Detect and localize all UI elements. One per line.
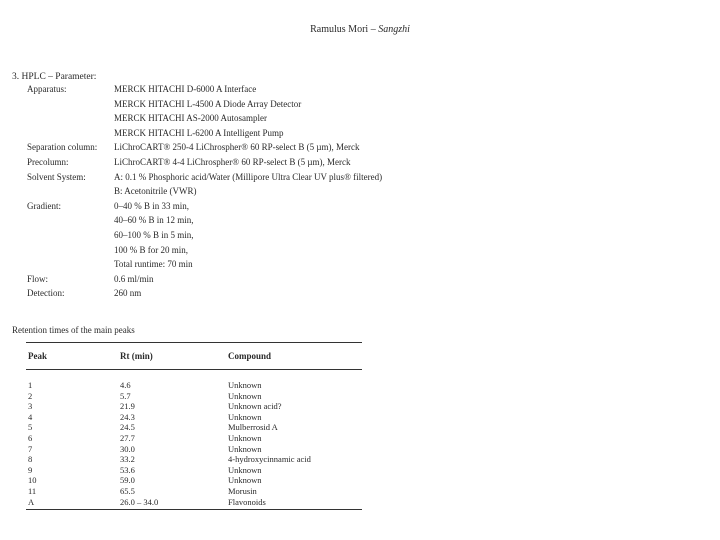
- table-row: [26, 391, 362, 402]
- cell-rt: 65.5: [120, 485, 135, 496]
- cell-compound: Flavonoids: [228, 496, 266, 507]
- cell-compound: Unknown: [228, 432, 262, 443]
- cell-compound: Unknown: [228, 464, 262, 475]
- retention-title: Retention times of the main peaks: [12, 325, 135, 335]
- cell-peak: 8: [28, 454, 33, 465]
- header-author: Ramulus Mori: [310, 24, 369, 35]
- table-row: [26, 380, 362, 391]
- parameter-value: A: 0.1 % Phosphoric acid/Water (Millipore Ultra Clear UV plus® filtered): [114, 171, 383, 182]
- cell-peak: 2: [28, 390, 33, 401]
- cell-rt: 4.6: [120, 380, 131, 390]
- parameter-value: 260 nm: [114, 288, 142, 299]
- table-row: [26, 497, 362, 508]
- header-peak: Peak: [28, 351, 47, 361]
- cell-rt: 53.6: [120, 464, 135, 475]
- cell-peak: A: [28, 496, 35, 507]
- retention-table: [26, 342, 362, 510]
- header-dash: –: [368, 24, 379, 35]
- cell-compound: 4-hydroxycinnamic acid: [228, 454, 311, 465]
- cell-rt: 21.9: [120, 401, 135, 412]
- parameter-value: B: Acetonitrile (VWR): [114, 186, 197, 197]
- cell-peak: 5: [28, 422, 33, 433]
- parameter-value: 0–40 % B in 33 min,: [114, 200, 190, 211]
- cell-peak: 9: [28, 464, 33, 475]
- parameter-label: Flow:: [27, 273, 49, 284]
- parameter-value: 100 % B for 20 min,: [114, 244, 188, 255]
- cell-compound: Unknown: [228, 390, 262, 401]
- cell-peak: 1: [28, 380, 33, 390]
- parameter-value: LiChroCART® 4-4 LiChrospher® 60 RP-select B (5 µm), Merck: [114, 156, 351, 167]
- cell-compound: Mulberrosid A: [228, 422, 278, 433]
- cell-rt: 26.0 – 34.0: [120, 496, 159, 507]
- page-header: [0, 24, 720, 35]
- table-row: [26, 454, 362, 465]
- cell-rt: 30.0: [120, 443, 135, 454]
- cell-peak: 3: [28, 401, 33, 412]
- cell-compound: Unknown: [228, 443, 262, 454]
- cell-compound: Unknown: [228, 411, 262, 422]
- table-row: [26, 465, 362, 476]
- cell-compound: Unknown: [228, 380, 262, 390]
- parameter-label: Gradient:: [27, 200, 61, 211]
- cell-peak: 6: [28, 432, 33, 443]
- cell-rt: 24.3: [120, 411, 135, 422]
- parameter-label: Separation column:: [27, 142, 98, 153]
- parameter-value: 0.6 ml/min: [114, 273, 154, 284]
- parameter-value: MERCK HITACHI AS-2000 Autosampler: [114, 113, 268, 124]
- parameter-value: 40–60 % B in 12 min,: [114, 215, 194, 226]
- header-rt: Rt (min): [120, 351, 153, 361]
- table-body: [26, 370, 362, 509]
- table-row: [26, 412, 362, 423]
- parameter-value: LiChroCART® 250-4 LiChrospher® 60 RP-select B (5 µm), Merck: [114, 142, 360, 153]
- parameter-value: MERCK HITACHI D-6000 A Interface: [114, 84, 257, 94]
- table-bottom-rule: [26, 509, 362, 510]
- header-subject: Sangzhi: [378, 24, 410, 35]
- cell-rt: 59.0: [120, 475, 135, 486]
- cell-compound: Unknown acid?: [228, 401, 282, 412]
- table-row: [26, 444, 362, 455]
- parameter-label: Detection:: [27, 288, 65, 299]
- parameter-label: Apparatus:: [27, 84, 67, 94]
- cell-peak: 10: [28, 475, 37, 486]
- cell-compound: Morusin: [228, 485, 257, 496]
- parameter-value: Total runtime: 70 min: [114, 259, 193, 270]
- section-title: 3. HPLC – Parameter:: [12, 72, 97, 82]
- parameter-label: Precolumn:: [27, 156, 69, 167]
- cell-rt: 33.2: [120, 454, 135, 465]
- parameter-value: MERCK HITACHI L-4500 A Diode Array Detector: [114, 98, 302, 109]
- cell-peak: 11: [28, 485, 37, 496]
- cell-rt: 27.7: [120, 432, 135, 443]
- table-row: [26, 433, 362, 444]
- parameter-value: 60–100 % B in 5 min,: [114, 229, 194, 240]
- table-row: [26, 401, 362, 412]
- table-header-row: [26, 343, 362, 369]
- parameter-value: MERCK HITACHI L-6200 A Intelligent Pump: [114, 127, 284, 138]
- cell-peak: 4: [28, 411, 33, 422]
- table-row: [26, 475, 362, 486]
- cell-peak: 7: [28, 443, 33, 454]
- parameter-label: Solvent System:: [27, 171, 86, 182]
- header-compound: Compound: [228, 351, 272, 361]
- cell-rt: 24.5: [120, 422, 135, 433]
- table-row: [26, 486, 362, 497]
- table-row: [26, 422, 362, 433]
- cell-rt: 5.7: [120, 390, 131, 401]
- cell-compound: Unknown: [228, 475, 262, 486]
